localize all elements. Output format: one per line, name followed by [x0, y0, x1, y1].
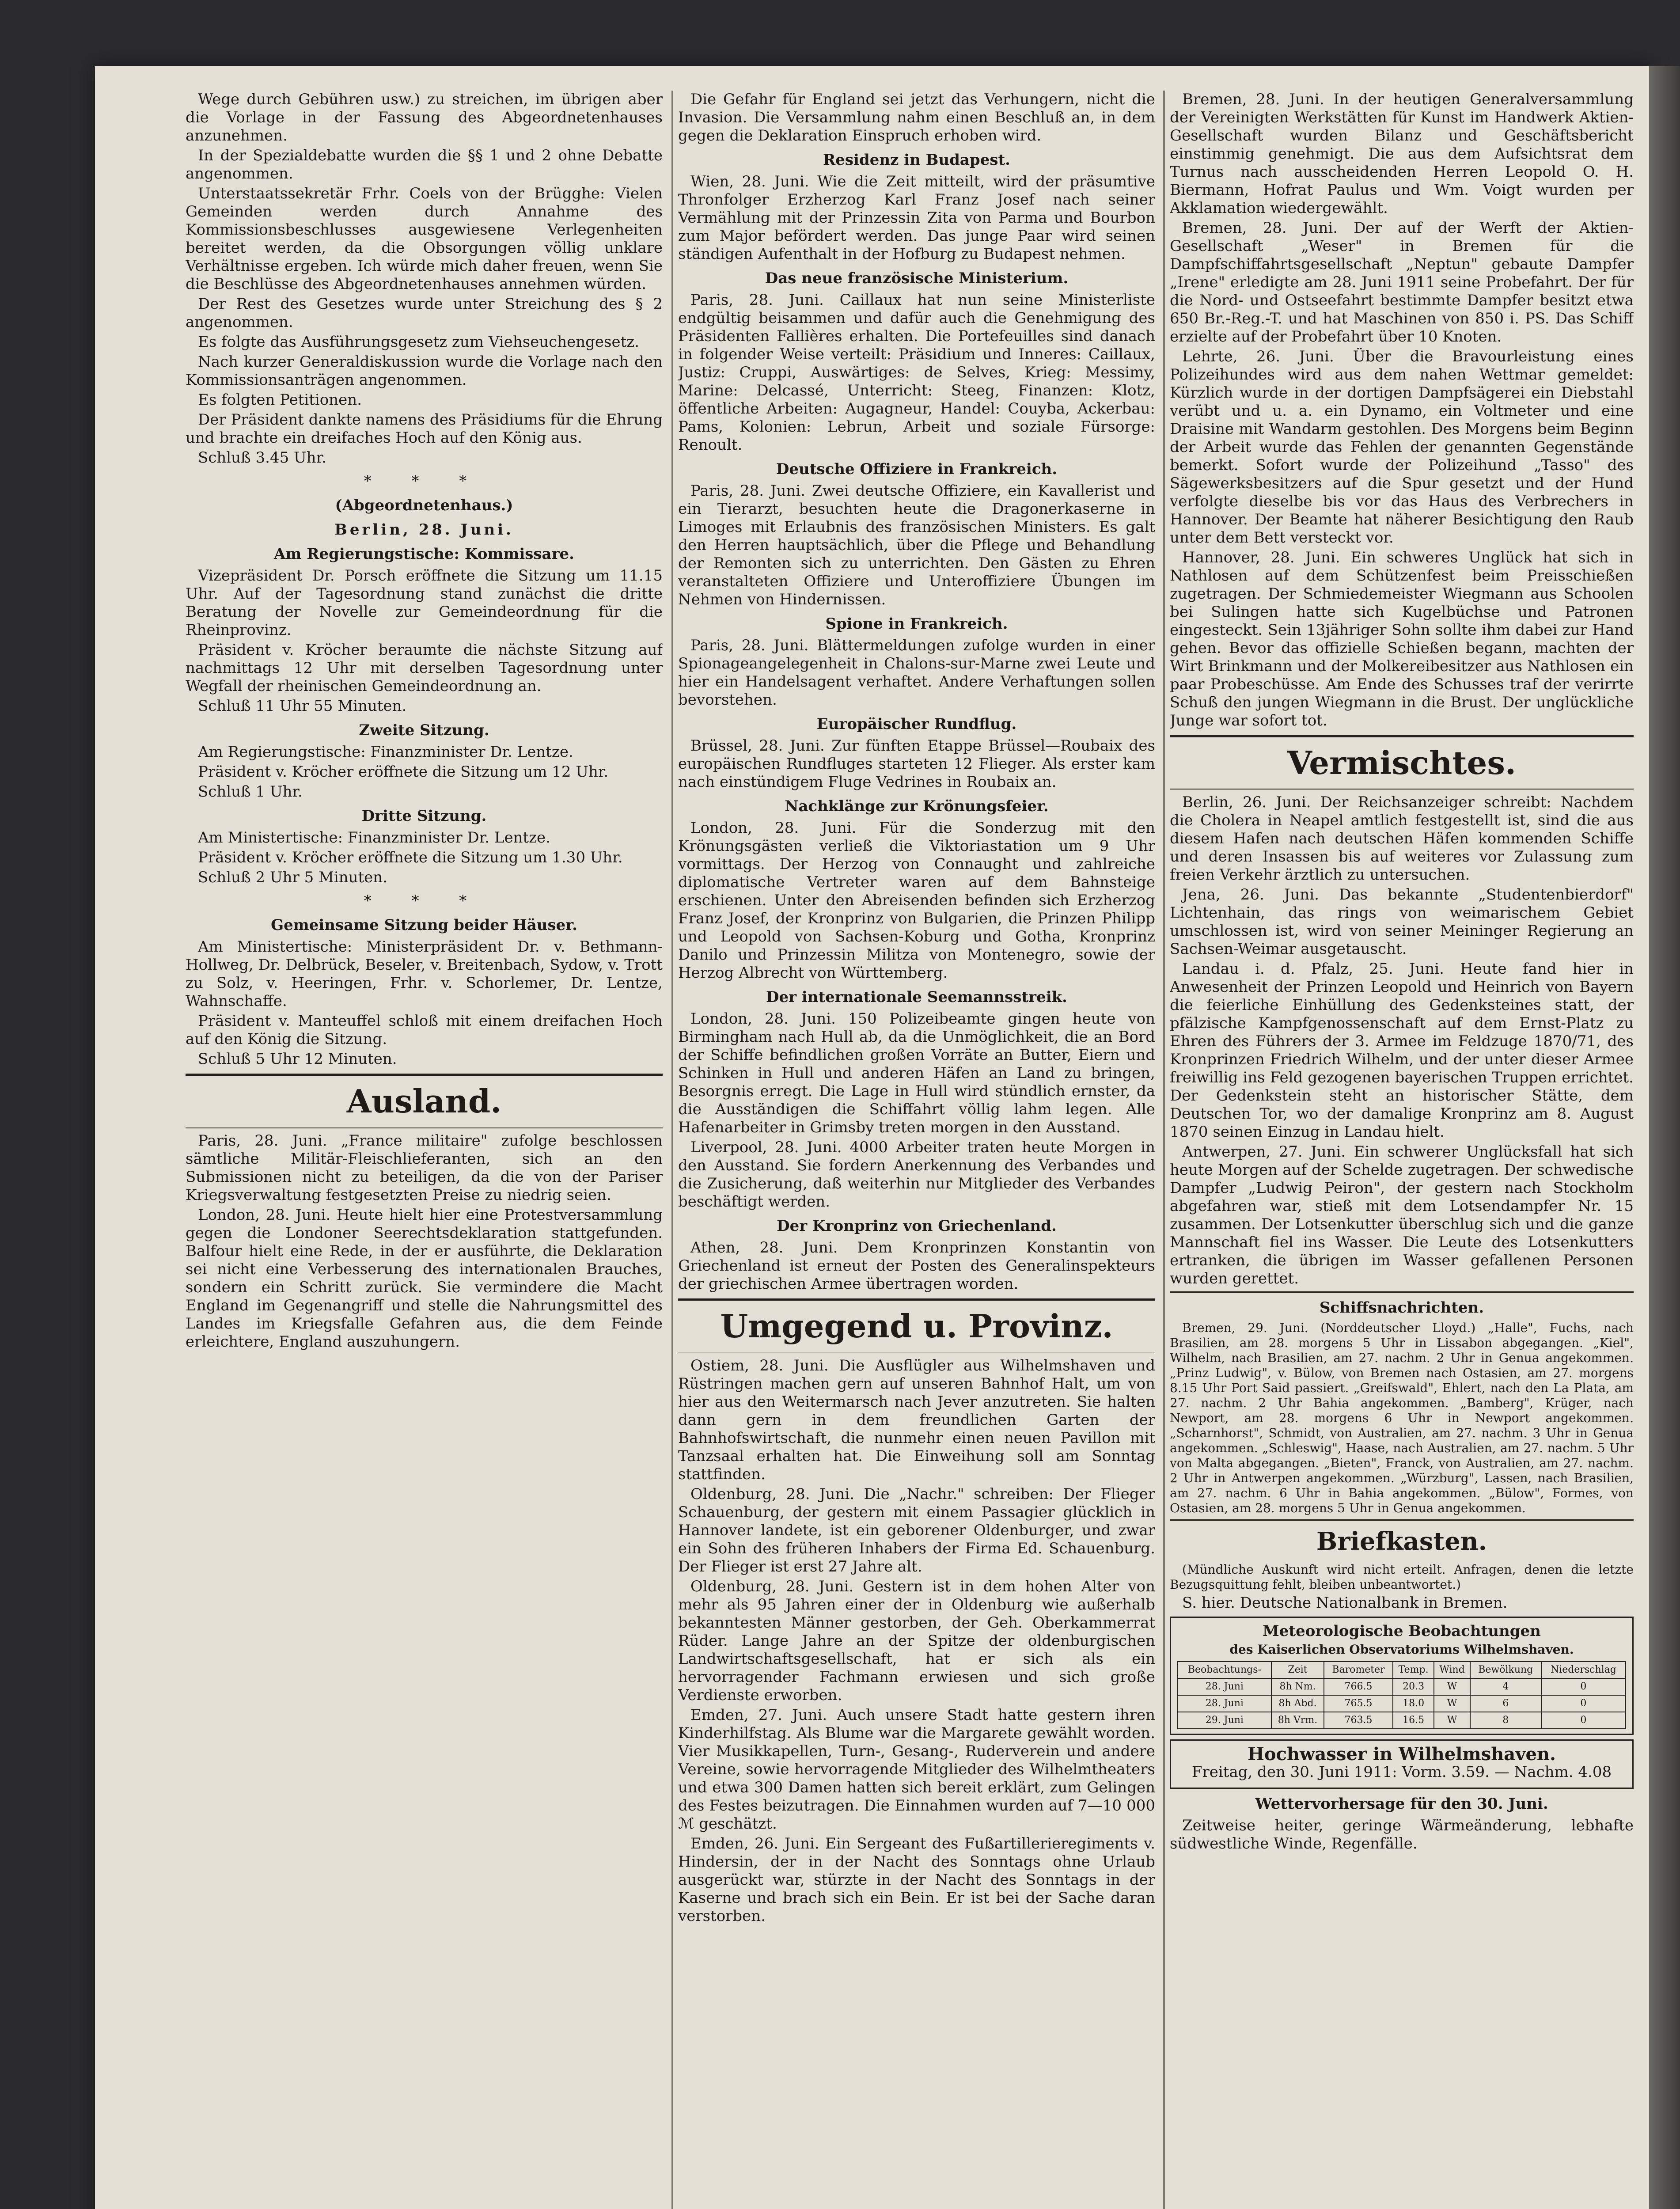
subheading: Am Regierungstische: Kommissare.	[274, 545, 574, 563]
section-title-ausland: Ausland.	[346, 1082, 502, 1120]
paragraph: Bremen, 28. Juni. In der heutigen Generalversammlung der Vereinigten Werkstätten für Kunst im Handwerk Aktien-Gesellschaft wurden Bilanz und Geschäftsbericht einstimmig genehmigt. Die aus dem Aufsichtsrat dem Turnus nach ausscheidenden Herren Leopold O. H. Biermann, Hofrat Paulus und Wm. Voigt wurden per Akklamation wiedergewählt.	[1170, 91, 1634, 217]
subheading: Deutsche Offiziere in Frankreich.	[776, 460, 1058, 478]
column-rule	[671, 91, 673, 2209]
divider	[678, 1352, 1155, 1353]
paragraph: Bremen, 29. Juni. (Norddeutscher Lloyd.) „Halle", Fuchs, nach Brasilien, am 28. morgens 5 Uhr in Lissabon abgegangen. „Kiel", Wilhelm, nach Brasilien, am 27. nachm. 2 Uhr in Genua angekommen. „Prinz Ludwig", v. Bülow, von Bremen nach Ostasien, am 27. morgens 8.15 Uhr Port Said passiert. „Greifswald", Ehlert, nach den La Plata, am 27. nachm. 2 Uhr Bahia angekommen. „Bamberg", Krüger, nach Newport, am 28. morgens 6 Uhr in Newport angekommen. „Scharnhorst", Schmidt, von Australien, am 27. nachm. 3 Uhr in Genua angekommen. „Schleswig", Haase, nach Australien, am 27. nachm. 5 Uhr von Malta abgegangen. „Bieten", Franck, von Australien, am 27. nachm. 2 Uhr in Antwerpen angekommen. „Würzburg", Lassen, nach Brasilien, am 27. nachm. 6 Uhr in Bahia angekommen. „Bülow", Formes, von Ostasien, am 28. morgens 5 Uhr in Genua angekommen.	[1170, 1321, 1634, 1515]
paragraph: Emden, 26. Juni. Ein Sergeant des Fußartillerieregiments v. Hindersin, der in der Nacht des Sonntags ohne Urlaub ausgerückt war, stürzte in der Nacht des Sonntags in der Kaserne und brach sich ein Bein. Er ist bei der Sache daran verstorben.	[678, 1835, 1155, 1925]
paragraph: Hannover, 28. Juni. Ein schweres Unglück hat sich in Nathlosen auf dem Schützenfest beim Preisschießen zugetragen. Der Schmiedemeister Wiegmann aus Schoolen bei Sulingen hatte sich Kugelbüchse und Patronen eingesteckt. Sein 13jähriger Sohn sollte ihm dabei zur Hand gehen. Bevor das offizielle Schießen begann, machten der Wirt Brinkmann und der Molkereibesitzer aus Nathlosen ein paar Probeschüsse. Am Ende des Schusses traf der verirrte Schuß den jungen Wiegmann in die Brust. Der unglückliche Junge war sofort tot.	[1170, 549, 1634, 729]
separator-stars: * * *	[364, 472, 485, 490]
paragraph: Lehrte, 26. Juni. Über die Bravourleistung eines Polizeihundes wird aus dem nahen Wettmar gemeldet: Kürzlich wurde in der dortigen Dampfsägerei ein Diebstahl verübt und u. a. ein Dynamo, ein Voltmeter und eine Draisine mit Wandarm gestohlen. Des Morgens beim Beginn der Arbeit wurde das Fehlen der genannten Gegenstände bemerkt. Sofort wurde der Polizeihund „Tasso" des Sägewerksbesitzers auf die Spur gesetzt und der Hund verfolgte dieselbe bis vor das Haus des Verbrechers in Hannover. Der Beamte hat näherer Besichtigung den Raub unter dem Bett versteckt vor.	[1170, 348, 1634, 547]
divider	[186, 1127, 663, 1128]
paragraph: Bremen, 28. Juni. Der auf der Werft der Aktien-Gesellschaft „Weser" in Bremen für die Dampfschiffahrtsgesellschaft „Neptun" gebaute Dampfer „Irene" erledigte am 28. Juni 1911 seine Probefahrt. Der für die Nord- und Ostseefahrt bestimmte Dampfer besitzt etwa 650 Br.-Reg.-T. und hat Maschinen von 850 i. PS. Das Schiff erzielte auf der Probefahrt über 10 Knoten.	[1170, 219, 1634, 345]
paragraph: In der Spezialdebatte wurden die §§ 1 und 2 ohne Debatte angenommen.	[186, 147, 663, 182]
paragraph: Schluß 2 Uhr 5 Minuten.	[198, 869, 387, 886]
section-heading: (Abgeordnetenhaus.)	[335, 497, 513, 514]
table-cell: 8h Abd.	[1271, 1695, 1324, 1712]
table-header-row	[1178, 1662, 1626, 1678]
table-cell: 16.5	[1393, 1712, 1434, 1729]
column-header: Wind	[1434, 1662, 1470, 1678]
table-cell: 0	[1541, 1678, 1626, 1695]
dateline: Berlin, 28. Juni.	[334, 521, 514, 539]
paragraph: Paris, 28. Juni. „France militaire" zufolge beschlossen sämtliche Militär-Fleischlieferanten, sich an den Submissionen nicht zu beteiligen, da die von der Pariser Kriegsverwaltung festgesetzten Preise zu niedrig seien.	[186, 1132, 663, 1204]
paragraph: Präsident v. Kröcher beraumte die nächste Sitzung auf nachmittags 12 Uhr mit derselben Tagesordnung unter Wegfall der rheinischen Gemeindeordnung an.	[186, 641, 663, 695]
paragraph: Schluß 5 Uhr 12 Minuten.	[198, 1050, 397, 1068]
subheading: Wettervorhersage für den 30. Juni.	[1255, 1795, 1548, 1813]
paragraph: Am Regierungstische: Finanzminister Dr. Lentze.	[198, 743, 573, 761]
paragraph: Ostiem, 28. Juni. Die Ausflügler aus Wilhelmshaven und Rüstringen machen gern auf unseren Bahnhof Halt, um von hier aus den Weitermarsch nach Jever anzutreten. Sie halten dann gern in dem freundlichen Garten der Bahnhofswirtschaft, die nunmehr einen neuen Pavillon mit Tanzsaal erhalten hat. Die Einweihung soll am Sonntag stattfinden.	[678, 1357, 1155, 1483]
paragraph: Paris, 28. Juni. Zwei deutsche Offiziere, ein Kavallerist und ein Tierarzt, besuchten heute die Dragonerkaserne in Limoges mit Erlaubnis des französischen Ministers. Es galt den Herren hauptsächlich, über die Pflege und Behandlung der Remonten sich zu unterrichten. Den Gästen zu Ehren veranstalteten Offiziere und Unteroffiziere Übungen im Nehmen von Hindernissen.	[678, 482, 1155, 608]
table-cell: 8h Vrm.	[1271, 1712, 1324, 1729]
column-header: Bewölkung	[1470, 1662, 1541, 1678]
divider	[678, 1298, 1155, 1301]
weather-table	[1177, 1661, 1626, 1729]
table-cell: 18.0	[1393, 1695, 1434, 1712]
paragraph: Nach kurzer Generaldiskussion wurde die Vorlage nach den Kommissionsanträgen angenommen.	[186, 353, 663, 389]
paragraph: Paris, 28. Juni. Blättermeldungen zufolge wurden in einer Spionageangelegenheit in Chalons-sur-Marne zwei Leute und hier ein Handelsagent verhaftet. Andere Verhaftungen sollen bevorstehen.	[678, 637, 1155, 709]
weather-title: Meteorologische Beobachtungen	[1263, 1622, 1541, 1640]
paragraph: Am Ministertische: Ministerpräsident Dr. v. Bethmann-Hollweg, Dr. Delbrück, Beseler, v. Breitenbach, Sydow, v. Trott zu Solz, v. Heeringen, Frhr. v. Schorlemer, Dr. Lentze, Wahnschaffe.	[186, 938, 663, 1010]
table-cell: 763.5	[1324, 1712, 1392, 1729]
paragraph: Paris, 28. Juni. Caillaux hat nun seine Ministerliste endgültig beisammen und dafür auch die Genehmigung des Präsidenten Fallières erhalten. Die Portefeuilles sind danach in folgender Weise verteilt: Präsidium und Inneres: Caillaux, Justiz: Cruppi, Auswärtiges: de Selves, Krieg: Messimy, Marine: Delcassé, Unterricht: Steeg, Finanzen: Klotz, öffentliche Arbeiten: Augagneur, Handel: Couyba, Ackerbau: Pams, Kolonien: Lebrun, Arbeit und soziale Fürsorge: Renoult.	[678, 291, 1155, 454]
weather-subtitle: des Kaiserlichen Observatoriums Wilhelmshaven.	[1229, 1642, 1574, 1657]
table-cell: 4	[1470, 1678, 1541, 1695]
paragraph: Der Rest des Gesetzes wurde unter Streichung des § 2 angenommen.	[186, 295, 663, 331]
tide-title: Hochwasser in Wilhelmshaven.	[1248, 1744, 1556, 1765]
subheading: Nachklänge zur Krönungsfeier.	[785, 797, 1049, 815]
column-header: Zeit	[1271, 1662, 1324, 1678]
paragraph: London, 28. Juni. Für die Sonderzug mit den Krönungsgästen verließ die Viktoriastation um 9 Uhr vormittags. Der Herzog von Connaught und zahlreiche diplomatische Vertreter waren auf dem Bahnsteige erschienen. Unter den Abreisenden befinden sich Erzherzog Franz Josef, der Kronprinz von Bulgarien, die Prinzen Philipp und Leopold von Sachsen-Koburg und Gotha, Kronprinz Danilo und Prinzessin Militza von Montenegro, sowie der Herzog Albrecht von Württemberg.	[678, 819, 1155, 982]
divider	[1170, 735, 1634, 737]
column-header: Temp.	[1393, 1662, 1434, 1678]
table-row	[1178, 1712, 1626, 1729]
paragraph: Der Präsident dankte namens des Präsidiums für die Ehrung und brachte ein dreifaches Hoch auf den König aus.	[186, 411, 663, 447]
section-title-vermischtes: Vermischtes.	[1287, 744, 1516, 782]
paragraph: Antwerpen, 27. Juni. Ein schwerer Unglücksfall hat sich heute Morgen auf der Schelde zugetragen. Der schwedische Dampfer „Ludwig Peiron", der gestern nach Stockholm abgefahren war, stieß mit dem Lotsendampfer Nr. 15 zusammen. Der Lotsenkutter überschlug sich und die ganze Mannschaft fiel ins Wasser. Die Leute des Lotsenkutters ertranken, die übrigen im Wasser gefallenen Personen wurden gerettet.	[1170, 1143, 1634, 1287]
paragraph: Vizepräsident Dr. Porsch eröffnete die Sitzung um 11.15 Uhr. Auf der Tagesordnung stand zunächst die dritte Beratung der Novelle zur Gemeindeordnung für die Rheinprovinz.	[186, 567, 663, 639]
paragraph: Zeitweise heiter, geringe Wärmeänderung, lebhafte südwestliche Winde, Regenfälle.	[1170, 1817, 1634, 1852]
subheading: Der Kronprinz von Griechenland.	[777, 1217, 1057, 1235]
paragraph: Es folgte das Ausführungsgesetz zum Viehseuchengesetz.	[198, 333, 639, 351]
table-cell: W	[1434, 1695, 1470, 1712]
divider	[1170, 1519, 1634, 1521]
subheading: Dritte Sitzung.	[361, 807, 487, 825]
paragraph: S. hier. Deutsche Nationalbank in Bremen.	[1182, 1594, 1508, 1612]
subheading: Zweite Sitzung.	[359, 721, 489, 739]
column-header: Niederschlag	[1541, 1662, 1626, 1678]
paragraph: London, 28. Juni. 150 Polizeibeamte gingen heute von Birmingham nach Hull ab, da die Unmöglichkeit, die an Bord der Schiffe befindlichen großen Vorräte an Butter, Eiern und Schinken in Hull und anderen Häfen an Land zu bringen, Besorgnis erregt. Die Lage in Hull wird stündlich ernster, da die Ausständigen die Schiffahrt völlig lahm legen. Alle Hafenarbeiter in Grimsby treten morgen in den Ausstand.	[678, 1010, 1155, 1136]
column-rule	[1163, 91, 1165, 2209]
paragraph: Jena, 26. Juni. Das bekannte „Studentenbierdorf" Lichtenhain, das rings von weimarischem Gebiet umschlossen ist, wird von seiner Meininger Regierung an Sachsen-Weimar ausgetauscht.	[1170, 886, 1634, 958]
table-row	[1178, 1678, 1626, 1695]
column-header: Barometer	[1324, 1662, 1392, 1678]
paragraph: Unterstaatssekretär Frhr. Coels von der Brügghe: Vielen Gemeinden werden durch Annahme des Kommissionsbeschlusses ausgewiesene Verlegenheiten bereitet werden, da die Obsorgungen völlig unklare Verhältnisse ergeben. Ich würde mich daher freuen, wenn Sie die Beschlüsse des Abgeordnetenhauses annehmen würden.	[186, 185, 663, 293]
paragraph: Landau i. d. Pfalz, 25. Juni. Heute fand hier in Anwesenheit der Prinzen Leopold und Heinrich von Bayern die feierliche Einhüllung des Gedenksteines statt, der pfälzische Kampfgenossenschaft auf dem Ernst-Platz zu Ehren des Führers der 3. Armee im Feldzuge 1870/71, des Kronprinzen Friedrich Wilhelm, und der unter dieser Armee freiwillig ins Feld gezogenen bayerischen Truppen errichtet. Der Gedenkstein steht an historischer Stätte, dem Deutschen Tor, wo der damalige Kronprinz am 8. August 1870 seinen Einzug in Landau hielt.	[1170, 960, 1634, 1141]
subheading: Spione in Frankreich.	[825, 615, 1008, 633]
paragraph: Schluß 1 Uhr.	[198, 783, 303, 801]
page-edge-shadow	[1649, 66, 1680, 2209]
table-cell: 28. Juni	[1178, 1695, 1271, 1712]
table-cell: W	[1434, 1712, 1470, 1729]
paragraph: Berlin, 26. Juni. Der Reichsanzeiger schreibt: Nachdem die Cholera in Neapel amtlich festgestellt ist, sind die aus diesem Hafen nach deutschen Häfen kommenden Schiffe und deren Insassen bis auf weiteres vor Zulassung zum freien Verkehr ärztlich zu untersuchen.	[1170, 793, 1634, 884]
paragraph: (Mündliche Auskunft wird nicht erteilt. Anfragen, denen die letzte Bezugsquittung fehlt, bleiben unbeantwortet.)	[1170, 1562, 1634, 1592]
paragraph: Brüssel, 28. Juni. Zur fünften Etappe Brüssel—Roubaix des europäischen Rundfluges starteten 12 Flieger. Als erster kam nach einstündigem Fluge Vedrines in Roubaix an.	[678, 737, 1155, 791]
column-right	[1170, 91, 1634, 2209]
paragraph: Präsident v. Manteuffel schloß mit einem dreifachen Hoch auf den König die Sitzung.	[186, 1012, 663, 1048]
divider	[186, 1074, 663, 1076]
table-cell: W	[1434, 1678, 1470, 1695]
divider	[1170, 789, 1634, 790]
separator-stars: * * *	[364, 892, 485, 910]
paragraph: Präsident v. Kröcher eröffnete die Sitzung um 1.30 Uhr.	[198, 849, 623, 866]
tide-times: Freitag, den 30. Juni 1911: Vorm. 3.59. — Nachm. 4.08	[1191, 1763, 1612, 1781]
subheading: Schiffsnachrichten.	[1319, 1299, 1484, 1317]
table-cell: 20.3	[1393, 1678, 1434, 1695]
paragraph: Wien, 28. Juni. Wie die Zeit mitteilt, wird der präsumtive Thronfolger Erzherzog Karl Franz Josef nach seiner Vermählung mit der Prinzessin Zita von Parma und Bourbon zum Major befördert werden. Das junge Paar wird seinen ständigen Aufenthalt in der Hofburg zu Budapest nehmen.	[678, 173, 1155, 263]
paragraph: Oldenburg, 28. Juni. Die „Nachr." schreiben: Der Flieger Schauenburg, der gestern mit einem Passagier glücklich in Hannover landete, ist ein geborener Oldenburger, und zwar ein Sohn des früheren Inhabers der Firma Ed. Schauenburg. Der Flieger ist erst 27 Jahre alt.	[678, 1485, 1155, 1575]
subheading: Das neue französische Ministerium.	[765, 269, 1069, 287]
subheading: Europäischer Rundflug.	[816, 715, 1017, 733]
paragraph: Präsident v. Kröcher eröffnete die Sitzung um 12 Uhr.	[198, 763, 609, 781]
tide-box	[1170, 1739, 1634, 1789]
table-cell: 29. Juni	[1178, 1712, 1271, 1729]
subheading: Der internationale Seemannsstreik.	[766, 988, 1068, 1006]
table-cell: 766.5	[1324, 1678, 1392, 1695]
table-cell: 8	[1470, 1712, 1541, 1729]
paragraph: Die Gefahr für England sei jetzt das Verhungern, nicht die Invasion. Die Versammlung nahm einen Beschluß an, in dem gegen die Deklaration Einspruch erhoben wird.	[678, 91, 1155, 144]
column-header: Beobachtungs-	[1178, 1662, 1271, 1678]
paragraph: Am Ministertische: Finanzminister Dr. Lentze.	[198, 829, 550, 846]
subheading: Gemeinsame Sitzung beider Häuser.	[271, 916, 577, 934]
table-cell: 28. Juni	[1178, 1678, 1271, 1695]
divider	[1170, 1291, 1634, 1293]
paragraph: Athen, 28. Juni. Dem Kronprinzen Konstantin von Griechenland ist erneut der Posten des Generalinspekteurs der griechischen Armee übertragen worden.	[678, 1239, 1155, 1293]
paragraph: Wege durch Gebühren usw.) zu streichen, im übrigen aber die Vorlage in der Fassung des Abgeordnetenhauses anzunehmen.	[186, 91, 663, 144]
table-row	[1178, 1695, 1626, 1712]
paragraph: Schluß 11 Uhr 55 Minuten.	[198, 697, 407, 715]
paragraph: Emden, 27. Juni. Auch unsere Stadt hatte gestern ihren Kinderhilfstag. Als Blume war die Margarete gewählt worden. Vier Musikkapellen, Turn-, Gesang-, Ruderverein und andere Vereine, sowie hervorragende Mitglieder des Wilhelmtheaters und etwa 300 Damen hatten sich bereit erklärt, zum Gelingen des Festes beizutragen. Die Einnahmen wurden auf 7—10 000 ℳ geschätzt.	[678, 1706, 1155, 1833]
paragraph: Es folgten Petitionen.	[198, 391, 362, 409]
table-cell: 765.5	[1324, 1695, 1392, 1712]
column-middle	[678, 91, 1155, 2209]
section-title-briefkasten: Briefkasten.	[1316, 1527, 1487, 1556]
table-cell: 0	[1541, 1695, 1626, 1712]
paragraph: London, 28. Juni. Heute hielt hier eine Protestversammlung gegen die Londoner Seerechtsdeklaration stattgefunden. Balfour hielt eine Rede, in der er ausführte, die Deklaration sei nicht eine Verbesserung des internationalen Brauches, sondern ein Schritt zurück. Sie vermindere die Macht England im Gegenangriff und stelle die Nahrungsmittel des Landes im Kriegsfalle Gefahren aus, die dem Feinde erleichtere, England auszuhungern.	[186, 1206, 663, 1351]
table-cell: 8h Nm.	[1271, 1678, 1324, 1695]
subheading: Residenz in Budapest.	[823, 151, 1011, 169]
paragraph: Schluß 3.45 Uhr.	[198, 449, 326, 467]
table-cell: 0	[1541, 1712, 1626, 1729]
table-cell: 6	[1470, 1695, 1541, 1712]
paragraph: Liverpool, 28. Juni. 4000 Arbeiter traten heute Morgen in den Ausstand. Sie fordern Anerkennung des Verbandes und die Zusicherung, daß weiterhin nur Mitglieder des Verbandes beschäftigt werden.	[678, 1139, 1155, 1211]
weather-box	[1170, 1617, 1634, 1735]
column-left	[186, 91, 663, 2209]
section-title-umgegend: Umgegend u. Provinz.	[720, 1307, 1113, 1345]
paragraph: Oldenburg, 28. Juni. Gestern ist in dem hohen Alter von mehr als 95 Jahren einer der in Oldenburg wie außerhalb bekanntesten Männer gestorben, der Geh. Oberkammerrat Rüder. Lange Jahre an der Spitze der oldenburgischen Landwirtschaftsgesellschaft, hat er sich als ein hervorragender Fachmann erwiesen und sich große Verdienste erworben.	[678, 1578, 1155, 1704]
